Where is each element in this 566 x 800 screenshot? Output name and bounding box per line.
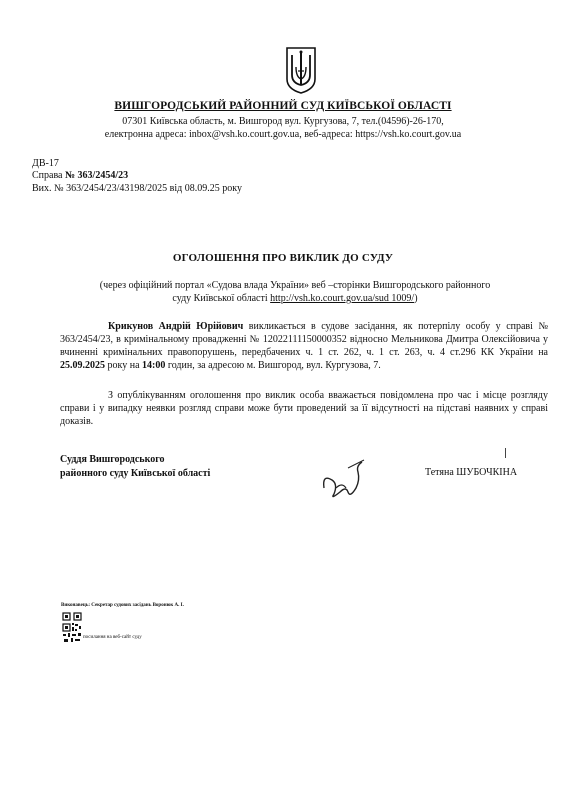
case-label: Справа [32,170,63,181]
judge-title [60,453,210,481]
judge-title-line-2: районного суду Київської області [60,468,211,479]
case-number: № 363/2454/23 [65,170,129,181]
mark-line [505,448,506,458]
paragraph-text-b: року на [105,360,143,371]
notice-paragraph: З опублікуванням оголошення про виклик особа вважається повідомлена про час і місце розгляду справи і у випадку неявки розгляд справи може бути проведений за її відсутності на підставі наявних у справі доказів. [60,390,548,427]
subtitle-close: ) [414,293,418,304]
court-address: 07301 Київська область, м. Вишгород вул. Кургузова, 7, тел.(04596)-26-170, [122,116,444,127]
coat-of-arms-icon [284,45,318,95]
summoned-person: Крикунов Андрій Юрійович [108,321,244,332]
qr-caption: посилання на веб-сайт суду [83,635,142,640]
announcement-title: ОГОЛОШЕННЯ ПРО ВИКЛИК ДО СУДУ [172,252,394,264]
form-code: ДВ-17 [32,158,59,169]
hearing-date: 25.09.2025 [60,360,105,371]
outgoing-number: Вих. № 363/2454/23/43198/2025 від 08.09.25 року [32,183,242,194]
case-number-line [32,170,128,181]
court-contacts: електронна адреса: inbox@vsh.ko.court.gov.ua, веб-адреса: https://vsh.ko.court.gov.ua [104,129,462,140]
hearing-time: 14:00 [142,360,166,371]
executor-line: Виконавець: Секретар судових засідань Воронюк А. І. [61,603,184,608]
subtitle-line-2 [60,292,530,305]
paragraph-text-c: годин, за адресою м. Вишгород, вул. Кургузова, 7. [165,360,381,371]
paragraph-text-a: викликається в судове засідання, як потерпілу особу у справі № 363/2454/23, в кримінальному провадженні № 12022111150000352 відносно Мельникова Дмитра Олексійовича у вчиненні кримінальних правопорушень, передбачених ч. 1 ст. 262, ч. 1 ст. 263, ч. 4 ст.296 КК України на [60,321,548,358]
court-website-link[interactable]: http://vsh.ko.court.gov.ua/sud 1009/ [270,293,415,304]
court-name: ВИШГОРОДСЬКИЙ РАЙОННИЙ СУД КИЇВСЬКОЇ ОБЛАСТІ [114,100,452,112]
judge-name: Тетяна ШУБОЧКІНА [425,467,518,478]
subtitle-text: суду Київської області [172,293,271,304]
qr-code-icon[interactable] [62,612,82,644]
judge-title-line-1: Суддя Вишгородського [60,454,165,465]
subtitle-line-1: (через офіційний портал «Судова влада України» веб –сторінки Вишгородського районного [99,280,491,291]
announcement-subtitle [60,279,530,305]
summons-paragraph [60,320,548,372]
handwritten-signature [318,458,368,503]
